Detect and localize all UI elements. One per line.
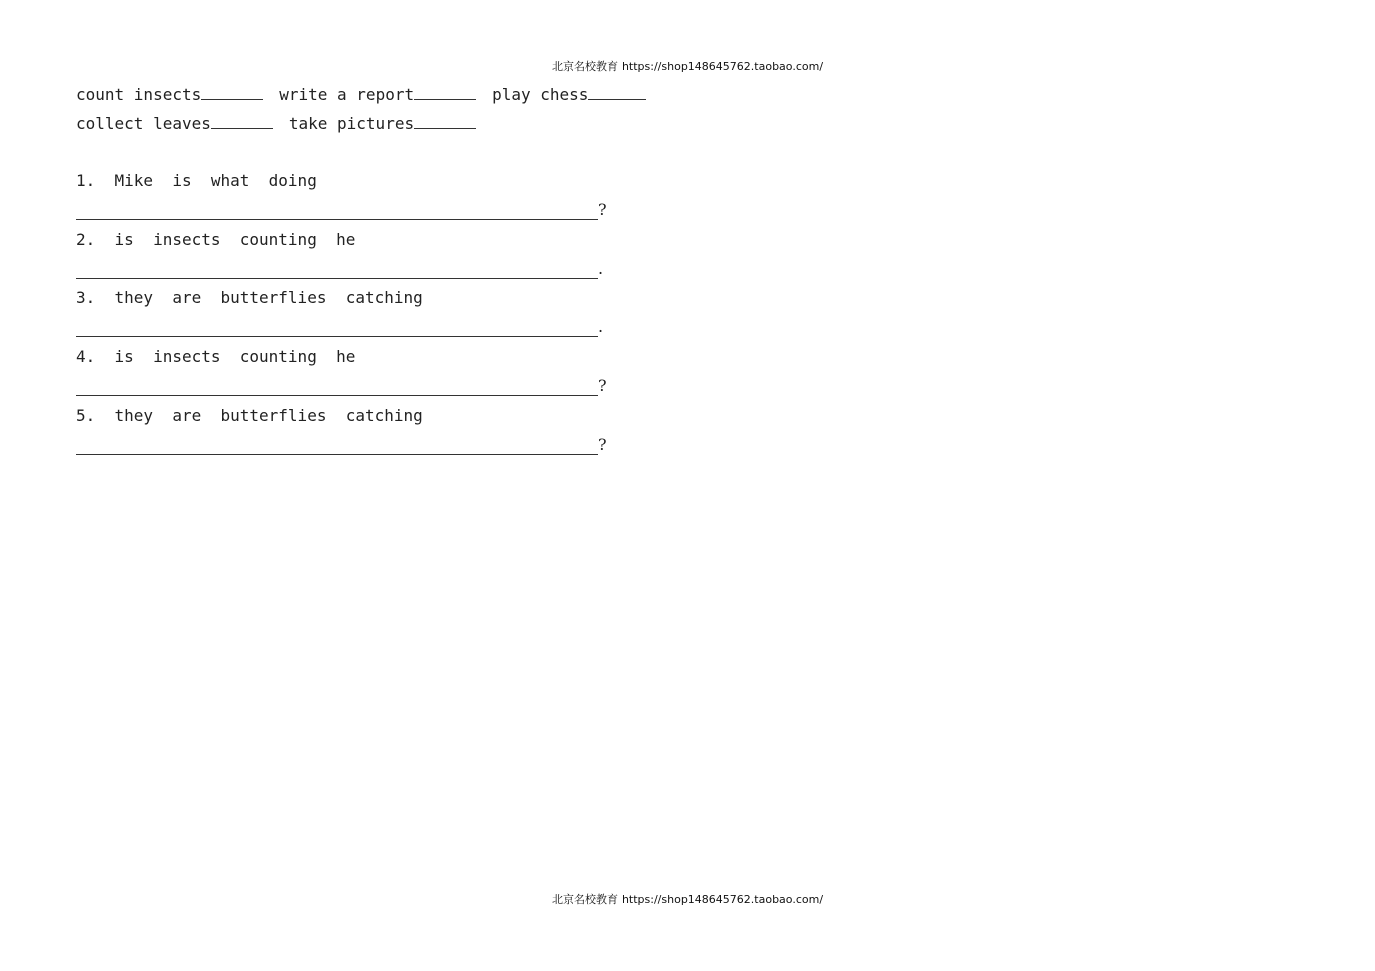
answer-rule[interactable] <box>76 376 598 396</box>
phrase-blank[interactable] <box>588 83 646 100</box>
question-5 <box>76 406 423 426</box>
question-2 <box>76 230 355 250</box>
end-punctuation: . <box>598 259 604 278</box>
question-1 <box>76 171 317 191</box>
phrase-text: count insects <box>76 85 202 104</box>
footer-url: https://shop148645762.taobao.com/ <box>621 893 824 906</box>
question-words: is insects counting he <box>114 347 356 366</box>
question-words: Mike is what doing <box>114 171 317 190</box>
phrase-item <box>76 83 279 105</box>
footer-brand: 北京名校教育 <box>551 893 618 906</box>
phrase-item <box>492 83 662 105</box>
question-words: they are butterflies catching <box>114 406 423 425</box>
question-number: 2. <box>76 230 96 249</box>
question-words: they are butterflies catching <box>114 288 423 307</box>
end-punctuation: ? <box>598 200 607 219</box>
question-3 <box>76 288 423 308</box>
phrase-text: play chess <box>492 85 589 104</box>
answer-rule[interactable] <box>76 200 598 220</box>
end-punctuation: ? <box>598 376 607 395</box>
question-4 <box>76 347 355 367</box>
answer-rule[interactable] <box>76 317 598 337</box>
phrase-item <box>76 112 289 134</box>
phrase-text: take pictures <box>288 114 415 133</box>
phrase-row-2 <box>76 112 492 134</box>
question-words: is insects counting he <box>114 230 356 249</box>
answer-rule[interactable] <box>76 259 598 279</box>
phrase-text: write a report <box>279 85 415 104</box>
question-number: 5. <box>76 406 96 425</box>
phrase-item <box>289 112 492 134</box>
phrase-row-1 <box>76 83 662 105</box>
header-brand: 北京名校教育 <box>551 60 618 73</box>
question-number: 3. <box>76 288 96 307</box>
phrase-item <box>279 83 492 105</box>
question-number: 1. <box>76 171 96 190</box>
phrase-blank[interactable] <box>414 83 476 100</box>
phrase-text: collect leaves <box>76 114 211 133</box>
page-header <box>0 58 1375 74</box>
phrase-blank[interactable] <box>211 112 273 129</box>
end-punctuation: ? <box>598 435 607 454</box>
end-punctuation: . <box>598 317 604 336</box>
answer-rule[interactable] <box>76 435 598 455</box>
header-url: https://shop148645762.taobao.com/ <box>621 60 824 73</box>
phrase-blank[interactable] <box>201 83 263 100</box>
page-footer <box>0 891 1375 907</box>
phrase-blank[interactable] <box>414 112 476 129</box>
question-number: 4. <box>76 347 96 366</box>
